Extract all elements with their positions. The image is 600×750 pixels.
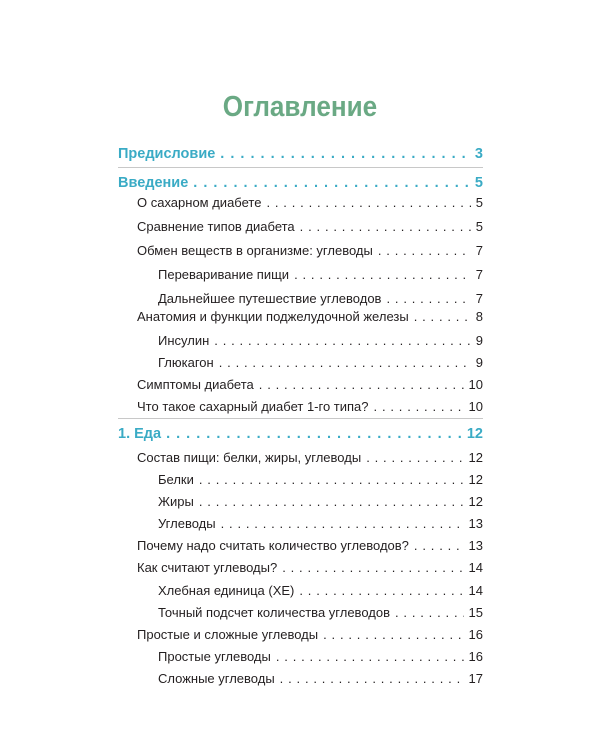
- toc-dot-leader: [193, 172, 470, 194]
- toc-entry-label: Переваривание пищи: [158, 267, 290, 282]
- toc-page-number: 16: [468, 649, 483, 664]
- toc-dot-leader: [414, 306, 471, 328]
- toc-entry[interactable]: [158, 469, 483, 491]
- toc-entry-label: Инсулин: [158, 333, 210, 348]
- toc-chapter-entry[interactable]: [118, 143, 483, 165]
- toc-page-number: 5: [474, 175, 483, 191]
- toc-entry[interactable]: [158, 491, 483, 513]
- toc-entry-label: Почему надо считать количество углеводов?: [137, 538, 409, 553]
- toc-entry-label: Симптомы диабета: [137, 377, 254, 392]
- toc-dot-leader: [214, 330, 471, 352]
- toc-dot-leader: [414, 535, 464, 557]
- toc-dot-leader: [266, 192, 470, 214]
- toc-entry[interactable]: [137, 374, 483, 396]
- toc-dot-leader: [166, 423, 462, 445]
- toc-dot-leader: [221, 513, 464, 535]
- toc-entry[interactable]: [137, 240, 483, 262]
- toc-dot-leader: [366, 447, 463, 469]
- toc-entry-label: Дальнейшее путешествие углеводов: [158, 291, 382, 306]
- toc-entry[interactable]: [137, 306, 483, 328]
- toc-page-number: 7: [475, 291, 483, 306]
- toc-entry-label: Белки: [158, 472, 194, 487]
- toc-dot-leader: [276, 646, 464, 668]
- toc-entry-label: Анатомия и функции поджелудочной железы: [137, 309, 409, 324]
- toc-dot-leader: [294, 264, 471, 286]
- toc-page-number: 5: [475, 219, 483, 234]
- toc-page-number: 9: [475, 333, 483, 348]
- toc-dot-leader: [199, 469, 464, 491]
- toc-entry-label: Простые углеводы: [158, 649, 271, 664]
- toc-dot-leader: [374, 396, 464, 418]
- toc-entry[interactable]: [158, 602, 483, 624]
- toc-entry-label: О сахарном диабете: [137, 195, 262, 210]
- toc-entry-label: Глюкагон: [158, 355, 214, 370]
- toc-page-number: 7: [475, 243, 483, 258]
- toc-dot-leader: [300, 216, 471, 238]
- toc-entry[interactable]: [158, 264, 483, 286]
- section-divider: [118, 167, 483, 168]
- toc-entry-label: Предисловие: [118, 146, 216, 162]
- toc-page-number: 9: [475, 355, 483, 370]
- section-divider: [118, 418, 483, 419]
- toc-page-number: 13: [468, 538, 483, 553]
- toc-dot-leader: [220, 143, 470, 165]
- toc-entry[interactable]: [137, 624, 483, 646]
- toc-entry-label: Обмен веществ в организме: углеводы: [137, 243, 373, 258]
- toc-chapter-entry[interactable]: [118, 423, 483, 445]
- toc-entry[interactable]: [137, 216, 483, 238]
- toc-entry-label: Жиры: [158, 494, 194, 509]
- toc-entry-label: Сложные углеводы: [158, 671, 275, 686]
- toc-page-number: 14: [468, 560, 483, 575]
- toc-entry-label: Состав пищи: белки, жиры, углеводы: [137, 450, 362, 465]
- toc-entry[interactable]: [158, 646, 483, 668]
- toc-page-number: 10: [468, 399, 483, 414]
- toc-entry[interactable]: [137, 535, 483, 557]
- toc-entry[interactable]: [158, 330, 483, 352]
- toc-page-number: 3: [474, 146, 483, 162]
- toc-page-number: 12: [468, 472, 483, 487]
- toc-entry[interactable]: [158, 513, 483, 535]
- toc-dot-leader: [282, 557, 463, 579]
- toc-page-number: 12: [466, 426, 483, 442]
- toc-entry[interactable]: [158, 668, 483, 690]
- toc-page-number: 17: [468, 671, 483, 686]
- toc-page-number: 13: [468, 516, 483, 531]
- toc-dot-leader: [299, 580, 463, 602]
- toc-page-number: 15: [468, 605, 483, 620]
- toc-page-number: 8: [475, 309, 483, 324]
- toc-entry-label: Введение: [118, 175, 189, 191]
- toc-page-number: 12: [468, 494, 483, 509]
- toc-dot-leader: [378, 240, 471, 262]
- toc-entry-label: Что такое сахарный диабет 1-го типа?: [137, 399, 369, 414]
- toc-page-number: 10: [468, 377, 483, 392]
- toc-entry-label: Как считают углеводы?: [137, 560, 278, 575]
- toc-page-number: 14: [468, 583, 483, 598]
- toc-dot-leader: [259, 374, 464, 396]
- toc-entry-label: Точный подсчет количества углеводов: [158, 605, 390, 620]
- toc-entry-label: Простые и сложные углеводы: [137, 627, 319, 642]
- toc-page-number: 16: [468, 627, 483, 642]
- toc-entry[interactable]: [158, 580, 483, 602]
- toc-page-number: 7: [475, 267, 483, 282]
- page-title: Оглавление: [222, 91, 378, 123]
- toc-chapter-entry[interactable]: [118, 172, 483, 194]
- toc-entry-label: Хлебная единица (ХЕ): [158, 583, 295, 598]
- toc-entry[interactable]: [137, 447, 483, 469]
- toc-dot-leader: [199, 491, 464, 513]
- toc-entry[interactable]: [137, 396, 483, 418]
- toc-entry[interactable]: [137, 557, 483, 579]
- toc-entry-label: Углеводы: [158, 516, 216, 531]
- toc-entry-label: Сравнение типов диабета: [137, 219, 295, 234]
- toc-dot-leader: [219, 352, 471, 374]
- toc-dot-leader: [323, 624, 463, 646]
- toc-entry[interactable]: [158, 352, 483, 374]
- toc-dot-leader: [280, 668, 464, 690]
- toc-page-number: 12: [468, 450, 483, 465]
- toc-dot-leader: [395, 602, 464, 624]
- toc-entry-label: 1. Еда: [118, 426, 162, 442]
- toc-entry[interactable]: [137, 192, 483, 214]
- toc-page-number: 5: [475, 195, 483, 210]
